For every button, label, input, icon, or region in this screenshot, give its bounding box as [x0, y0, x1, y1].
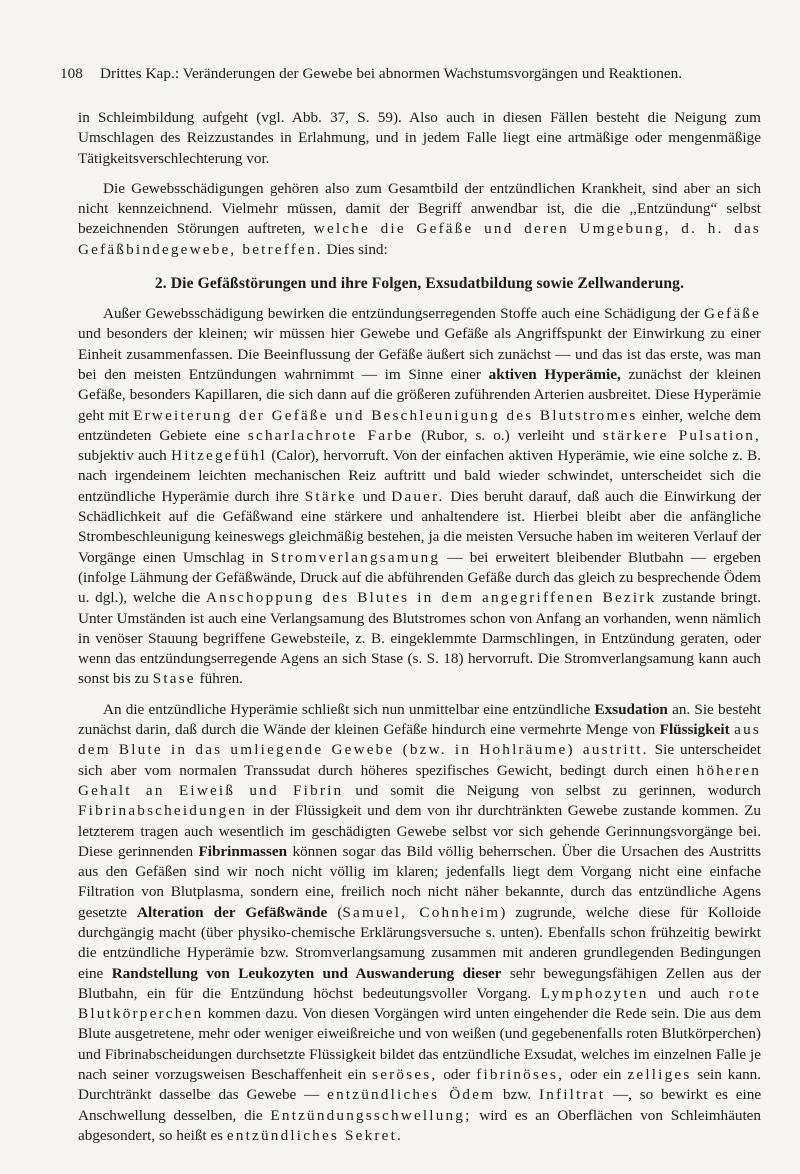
running-header [60, 63, 760, 85]
bold-emphasis: Fibrinmassen [198, 842, 288, 860]
text-run: An die entzündliche Hyperämie schließt sich nun unmittelbar eine entzündliche [103, 700, 591, 718]
text-run: oder ein [570, 1066, 622, 1084]
bold-emphasis: aktiven Hyperämie, [488, 365, 621, 383]
spaced-emphasis: Infiltrat [538, 1086, 606, 1104]
spaced-emphasis: Entzündungsschwellung; [270, 1106, 472, 1124]
text-run: sein kann. Durchtränkt dasselbe das Gewebe — [78, 1066, 762, 1104]
paragraph-hyperaemie [78, 304, 761, 690]
text-run: —, so bewirkt es eine Anschwellung desselben, die [78, 1086, 762, 1124]
spaced-emphasis: Erweiterung der Gefäße und Beschleunigung des Blutstromes [133, 406, 638, 424]
spaced-emphasis: Samuel, Cohnheim [342, 903, 501, 921]
spaced-emphasis: rote Blutkörperchen [78, 984, 762, 1023]
spaced-emphasis: zelliges [627, 1066, 692, 1084]
text-run: subjektiv auch [78, 447, 167, 465]
spaced-emphasis: welche die Gefäße und deren Umgebung, d. h. das Gefäßbindegewebe, betreffen. [78, 220, 761, 258]
spaced-emphasis: stärkere Pulsation, [602, 426, 762, 444]
running-title: Drittes Kap.: Veränderungen der Gewebe bei abnormen Wachstumsvorgängen und Reaktionen. [100, 65, 683, 82]
spaced-emphasis: fibrinöses, [476, 1066, 565, 1084]
text-run: (Rubor, s. o.) verleiht und [421, 426, 595, 444]
spaced-emphasis: Lymphozyten [540, 984, 649, 1002]
section-heading: 2. Die Gefäßstörungen und ihre Folgen, Exsudatbildung sowie Zellwanderung. [154, 275, 685, 293]
text-run: bzw. [503, 1086, 532, 1104]
text-run: in Schleimbildung aufgeht (vgl. Abb. 37, S. 59). Also auch in diesen Fällen besteht die Neigung zum Umschlagen des Reizzustandes in Erlahmung, und in jedem Falle liegt eine artmäßige oder mengenmäßige Tätigkeitsverschlechterung vor. [78, 109, 761, 167]
spaced-emphasis: Stärke [304, 487, 357, 505]
text-run: und auch [658, 984, 720, 1002]
text-run: oder [443, 1066, 471, 1084]
text-run: Sie unterscheidet sich aber vom normalen Transsudat durch höheres spezifisches Gewicht, bedingt durch einen [78, 741, 762, 779]
spaced-emphasis: Fibrinabscheidungen [78, 802, 248, 820]
body-text [78, 108, 761, 1146]
text-run: in der Flüssigkeit und dem von ihr durchtränkten Gewebe zustande kommen. Zu letzterem tragen auch wesentlich im geschädigten Gewebe selbst vor sich gehende Gerinnungsvorgänge bei. Diese gerinnenden [78, 802, 762, 860]
text-run: zustande bringt. Unter Umständen ist auch eine Verlangsamung des Blutstromes schon von Anfang an vorhanden, wenn nämlich in venöser Stauung begriffene Gewebsteile, z. B. eingeklemmte Darmschlingen, in Entzündung geraten, oder wenn das entzündungserregende Agens an sich Stase (s. S. 18) hervorruft. Die Stromverlangsamung kann auch sonst bis zu [78, 589, 762, 688]
text-run: können sogar das Bild völlig beherrschen. Über die Ursachen des Austritts aus den Gefäßen sind wir noch nicht völlig im klaren; jedenfalls liegt dem Vorgang nicht eine einfache Filtration von Blutplasma, sondern eine, freilich noch nicht näher bekannte, durch das entzündliche Agens gesetzte [78, 842, 762, 921]
spaced-emphasis: Gefäße [703, 305, 761, 323]
text-run: und somit die Neigung von selbst zu gerinnen, wodurch [355, 781, 762, 799]
text-run: (Calor), hervorruft. Von der einfachen aktiven Hyperämie, wie eine solche z. B. nach irgendeinem leichten mechanischen Reiz auftritt und bald wieder schwindet, unterscheidet sich die entzündliche Hyperämie durch ihre [78, 447, 762, 505]
spaced-emphasis: Anschoppung des Blutes in dem angegriffenen Bezirk [205, 589, 657, 607]
text-run: Dies beruht darauf, daß auch die Einwirkung der Schädlichkeit auf die Gefäßwand eine stärkere und anhaltendere ist. Hierbei bleibt aber die anfängliche Strombeschleunigung keineswegs gleichmäßig bestehen, ja die meisten Versuche haben im weiteren Verlauf der Vorgänge einen Umschlag in [78, 487, 761, 566]
text-run: zunächst der kleinen Gefäße, besonders Kapillaren, die sich dann auf die größeren zuführenden Arterien ausbreitet. Diese Hyperämie geht mit [78, 365, 762, 424]
text-run: ( [337, 903, 343, 921]
text-run: und [362, 487, 386, 505]
text-run: und besonders der kleinen; wir müssen hier Gewebe und Gefäße als Angriffspunkt der Einwirkung zu einer Einheit zusammenfassen. Die Beeinflussung der Gefäße äußert sich zunächst — und das ist das erste, was man bei den meisten Entzündungen wahrnimmt — im Sinne einer [78, 325, 761, 383]
paragraph-gewebsschaedigungen [78, 179, 761, 260]
text-run: Die Gewebsschädigungen gehören also zum Gesamtbild der entzündlichen Krankheit, sind aber an sich nicht kennzeichnend. Vielmehr müssen, damit der Begriff anwendbar ist, die die ,,Entzündung“ selbst bezeichnenden Störungen auftreten, [78, 179, 761, 238]
text-run: führen. [199, 670, 243, 688]
spaced-emphasis: entzündliches Ödem [327, 1086, 496, 1104]
spaced-emphasis: höheren Gehalt an Eiweiß und Fibrin [78, 761, 761, 799]
text-run: wird es an Oberflächen von Schleimhäuten abgesondert, so heißt es [78, 1106, 762, 1144]
spaced-emphasis: Stase [152, 670, 196, 688]
spaced-emphasis: Hitzegefühl [171, 447, 267, 465]
paragraph-continuation [78, 108, 761, 169]
text-run: sehr bewegungsfähigen Zellen aus der Blutbahn, ein für die Entzündung höchst bedeutungsvoller Vorgang. [78, 964, 762, 1002]
bold-emphasis: Alteration der Gefäßwände [136, 903, 328, 921]
text-run: Dies sind: [326, 240, 388, 258]
bold-emphasis: Exsudation [594, 700, 668, 718]
text-run: einher, welche dem entzündeten Gebiete eine [78, 406, 761, 444]
spaced-emphasis: Dauer. [391, 487, 445, 505]
page-number: 108 [60, 65, 83, 82]
text-run: ) zugrunde, welche diese für Kolloide durchgängig macht (über physiko-chemische Erklärungsversuche s. unten). Ebenfalls schon frühzeitig bewirkt die entzündliche Hyperämie bzw. Stromverlangsamung zusammen mit anderen grundlegenden Bedingungen eine [78, 903, 761, 982]
text-run: — bei erweitert bleibender Blutbahn — ergeben (infolge Lähmung der Gefäßwände, Druck auf die abführenden Gefäße durch das gleich zu besprechende Ödem u. dgl.), welche die [78, 548, 761, 607]
spaced-emphasis: entzündliches Sekret. [226, 1126, 403, 1144]
spaced-emphasis: scharlachrote Farbe [247, 426, 414, 444]
spaced-emphasis: seröses, [372, 1066, 438, 1084]
text-run: kommen dazu. Von diesen Vorgängen wird unten eingehender die Rede sein. Die aus dem Blute ausgetretene, mehr oder weniger eiweißreiche und von weißen (und gegebenenfalls roten Blutkörperchen) und Fibrinabscheidungen durchsetzte Flüssigkeit bildet das entzündliche Exsudat, welches im einzelnen Falle je nach seiner vorzugsweisen Beschaffenheit ein [78, 1005, 762, 1084]
text-run: Außer Gewebsschädigung bewirken die entzündungserregenden Stoffe auch eine Schädigung der [103, 305, 700, 323]
bold-emphasis: Randstellung von Leukozyten und Auswanderung dieser [111, 964, 502, 982]
spaced-emphasis: Stromverlangsamung [270, 548, 441, 566]
spaced-emphasis: aus dem Blute in das umliegende Gewebe (bzw. in Hohlräume) austritt. [78, 721, 762, 759]
paragraph-exsudation [78, 700, 761, 1147]
bold-emphasis: Flüssigkeit [659, 721, 730, 739]
text-run: an. Sie besteht zunächst darin, daß durch die Wände der kleinen Gefäße hindurch eine vermehrte Menge von [78, 700, 762, 739]
